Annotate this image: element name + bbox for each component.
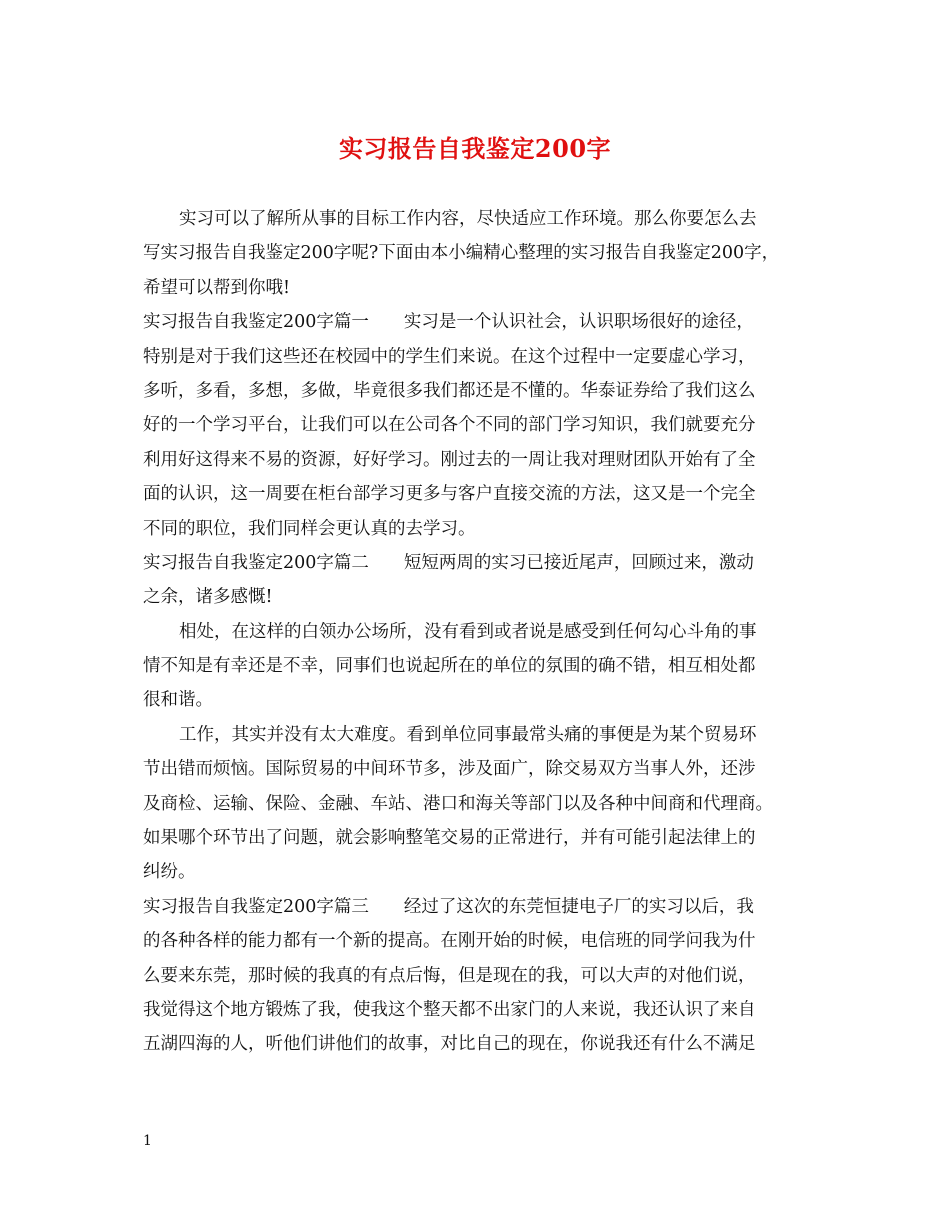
body-line: 的各种各样的能力都有一个新的提高。在刚开始的时候，电信班的同学问我为什 <box>143 931 756 952</box>
body-line: 实习报告自我鉴定200字篇三 经过了这次的东莞恒捷电子厂的实习以后，我 <box>143 896 754 917</box>
body-line: 多听，多看，多想，多做，毕竟很多我们都还是不懂的。华泰证券给了我们这么 <box>143 380 756 401</box>
body-line: 实习报告自我鉴定200字篇二 短短两周的实习已接近尾声，回顾过来，激动 <box>143 552 754 573</box>
document-body <box>143 202 823 1062</box>
body-line: 如果哪个环节出了问题，就会影响整笔交易的正常进行，并有可能引起法律上的 <box>143 828 756 849</box>
body-line: 情不知是有幸还是不幸，同事们也说起所在的单位的氛围的确不错，相互相处都 <box>143 656 756 677</box>
document-title: 实习报告自我鉴定200字 <box>338 134 612 163</box>
body-line: 实习报告自我鉴定200字篇一 实习是一个认识社会，认识职场很好的途径， <box>143 312 754 333</box>
body-line: 面的认识，这一周要在柜台部学习更多与客户直接交流的方法，这又是一个完全 <box>143 484 756 505</box>
body-line: 相处，在这样的白领办公场所，没有看到或者说是感受到任何勾心斗角的事 <box>179 621 757 642</box>
body-line: 特别是对于我们这些还在校园中的学生们来说。在这个过程中一定要虚心学习， <box>143 346 756 367</box>
body-line: 利用好这得来不易的资源，好好学习。刚过去的一周让我对理财团队开始有了全 <box>143 449 756 470</box>
body-line: 纠纷。 <box>143 862 196 883</box>
body-line: 写实习报告自我鉴定200字呢?下面由本小编精心整理的实习报告自我鉴定200字， <box>143 243 780 264</box>
body-line: 及商检、运输、保险、金融、车站、港口和海关等部门以及各种中间商和代理商。 <box>143 793 773 814</box>
body-line: 希望可以帮到你哦! <box>143 277 291 298</box>
page-number: 1 <box>143 1133 152 1149</box>
body-line: 之余，诸多感慨! <box>143 587 273 608</box>
body-line: 实习可以了解所从事的目标工作内容，尽快适应工作环境。那么你要怎么去 <box>179 209 757 229</box>
body-line: 么要来东莞，那时候的我真的有点后悔，但是现在的我，可以大声的对他们说， <box>143 965 756 986</box>
body-line: 好的一个学习平台，让我们可以在公司各个不同的部门学习知识，我们就要充分 <box>143 415 756 436</box>
body-line: 五湖四海的人，听他们讲他们的故事，对比自己的现在，你说我还有什么不满足 <box>143 1034 756 1055</box>
body-line: 很和谐。 <box>143 690 213 711</box>
body-line: 工作，其实并没有太大难度。看到单位同事最常头痛的事便是为某个贸易环 <box>179 724 757 745</box>
body-line: 我觉得这个地方锻炼了我，使我这个整天都不出家门的人来说，我还认识了来自 <box>143 999 756 1020</box>
body-line: 节出错而烦恼。国际贸易的中间环节多，涉及面广，除交易双方当事人外，还涉 <box>143 759 756 780</box>
body-line: 不同的职位，我们同样会更认真的去学习。 <box>143 518 476 539</box>
